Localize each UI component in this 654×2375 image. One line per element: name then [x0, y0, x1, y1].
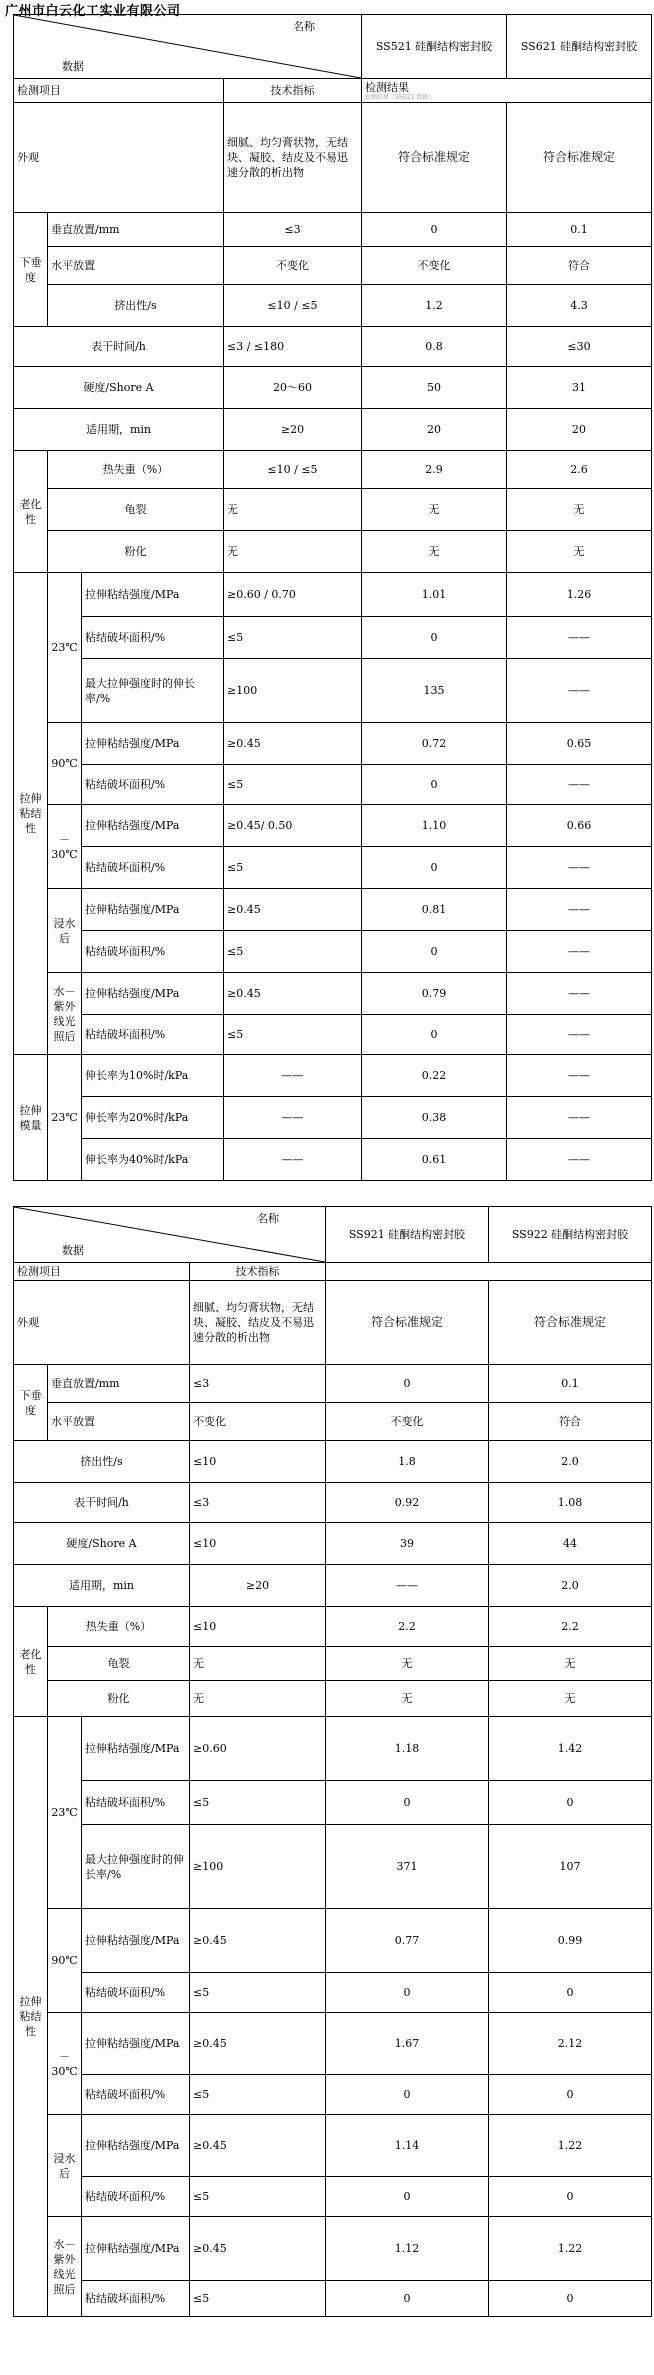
- row-appearance-v1: 符合标准规定: [362, 103, 507, 213]
- row-t90-strength-v1: 0.72: [362, 723, 507, 765]
- row-potlife-v2: 20: [507, 409, 652, 451]
- row-hardness-spec-2: ≤10: [190, 1523, 326, 1565]
- residual-faded-text: 检测结果（SS621 数据）: [365, 94, 435, 101]
- section-tensile-label-2: 拉伸粘结性: [14, 1717, 48, 2317]
- row-uv-area-v1-2: 0: [326, 2281, 489, 2317]
- row-sag-vertical-v2-2: 0.1: [489, 1365, 652, 1403]
- row-sag-horizontal-spec: 不变化: [224, 247, 362, 285]
- row-tm30-area-label: 粘结破坏面积/%: [82, 847, 224, 889]
- row-potlife-label-2: 适用期，min: [14, 1565, 190, 1607]
- row-sag-vertical-spec: ≤3: [224, 213, 362, 247]
- row-extrusion-v2-2: 2.0: [489, 1441, 652, 1483]
- row-t23-strength-spec: ≥0.60 / 0.70: [224, 573, 362, 617]
- row-sag-horizontal-spec-2: 不变化: [190, 1403, 326, 1441]
- row-hardness-spec: 20～60: [224, 367, 362, 409]
- row-extrusion-v1-2: 1.8: [326, 1441, 489, 1483]
- header-diagonal-cell-2: [14, 1207, 326, 1263]
- row-water-strength-v1-2: 1.14: [326, 2115, 489, 2177]
- row-mod40-v2: ——: [507, 1139, 652, 1181]
- row-water-strength-label: 拉伸粘结强度/MPa: [82, 889, 224, 931]
- row-water-strength-v2: ——: [507, 889, 652, 931]
- row-appearance-v1-2: 符合标准规定: [326, 1281, 489, 1365]
- row-potlife-spec: ≥20: [224, 409, 362, 451]
- row-water-area-v2: ——: [507, 931, 652, 973]
- row-tm30-area-spec: ≤5: [224, 847, 362, 889]
- row-mod40-spec: ——: [224, 1139, 362, 1181]
- row-sag-horizontal-v1-2: 不变化: [326, 1403, 489, 1441]
- row-t90-strength-v2-2: 0.99: [489, 1909, 652, 1973]
- row-tackfree-v2: ≤30: [507, 327, 652, 367]
- row-heatloss-label-2: 热失重（%）: [48, 1607, 190, 1647]
- row-uv-strength-spec: ≥0.45: [224, 973, 362, 1015]
- row-mod10-label: 伸长率为10%时/kPa: [82, 1055, 224, 1097]
- row-t23-elong-spec: ≥100: [224, 659, 362, 723]
- row-t23-area-v1-2: 0: [326, 1781, 489, 1825]
- row-tm30-area-v2-2: 0: [489, 2075, 652, 2115]
- row-crack-label: 龟裂: [48, 489, 224, 531]
- row-t23-elong-v1-2: 371: [326, 1825, 489, 1909]
- row-t90-strength-label: 拉伸粘结强度/MPa: [82, 723, 224, 765]
- row-water-strength-spec: ≥0.45: [224, 889, 362, 931]
- row-sag-vertical-label-2: 垂直放置/mm: [48, 1365, 190, 1403]
- row-tm30-strength-v1: 1.10: [362, 805, 507, 847]
- row-chalk-label: 粉化: [48, 531, 224, 573]
- row-extrusion-label: 挤出性/s: [48, 285, 224, 327]
- row-uv-strength-spec-2: ≥0.45: [190, 2217, 326, 2281]
- row-t23-area-v2: ——: [507, 617, 652, 659]
- header-data-label: 数据: [62, 60, 84, 73]
- row-t90-area-label: 粘结破坏面积/%: [82, 765, 224, 805]
- row-t90-area-v2: ——: [507, 765, 652, 805]
- header-data-label-2: 数据: [62, 1244, 84, 1257]
- row-extrusion-v2: 4.3: [507, 285, 652, 327]
- row-hardness-v2-2: 44: [489, 1523, 652, 1565]
- cond-uv-label: 水－紫外线光照后: [48, 973, 82, 1055]
- row-appearance-label-2: 外观: [14, 1281, 190, 1365]
- row-sag-horizontal-v2: 符合: [507, 247, 652, 285]
- cond-modulus-23c-label: 23℃: [48, 1055, 82, 1181]
- header-result-label: 检测结果 检测结果（SS621 数据）: [362, 79, 652, 103]
- row-water-strength-v2-2: 1.22: [489, 2115, 652, 2177]
- row-water-strength-label-2: 拉伸粘结强度/MPa: [82, 2115, 190, 2177]
- row-t23-elong-v1: 135: [362, 659, 507, 723]
- row-t23-elong-v2: ——: [507, 659, 652, 723]
- row-chalk-v2-2: 无: [489, 1681, 652, 1717]
- row-tackfree-spec-2: ≤3: [190, 1483, 326, 1523]
- row-hardness-v2: 31: [507, 367, 652, 409]
- row-uv-area-spec: ≤5: [224, 1015, 362, 1055]
- row-water-area-v1-2: 0: [326, 2177, 489, 2217]
- row-appearance-v2-2: 符合标准规定: [489, 1281, 652, 1365]
- cond-23c-label-2: 23℃: [48, 1717, 82, 1909]
- row-sag-horizontal-label-2: 水平放置: [48, 1403, 190, 1441]
- row-tackfree-v1-2: 0.92: [326, 1483, 489, 1523]
- row-t90-strength-spec-2: ≥0.45: [190, 1909, 326, 1973]
- product-name-ss521: SS521 硅酮结构密封胶: [362, 15, 507, 79]
- section-modulus-label: 拉伸模量: [14, 1055, 48, 1181]
- row-chalk-spec: 无: [224, 531, 362, 573]
- row-t23-elong-label: 最大拉伸强度时的伸长率/%: [82, 659, 224, 723]
- row-crack-v1-2: 无: [326, 1647, 489, 1681]
- row-uv-area-label: 粘结破坏面积/%: [82, 1015, 224, 1055]
- header-spec-label: 技术指标: [224, 79, 362, 103]
- row-hardness-v1: 50: [362, 367, 507, 409]
- row-tm30-strength-v2-2: 2.12: [489, 2013, 652, 2075]
- row-heatloss-v2-2: 2.2: [489, 1607, 652, 1647]
- row-potlife-spec-2: ≥20: [190, 1565, 326, 1607]
- row-water-area-v2-2: 0: [489, 2177, 652, 2217]
- row-uv-area-spec-2: ≤5: [190, 2281, 326, 2317]
- row-tackfree-label-2: 表干时间/h: [14, 1483, 190, 1523]
- row-t23-strength-spec-2: ≥0.60: [190, 1717, 326, 1781]
- row-t90-strength-label-2: 拉伸粘结强度/MPa: [82, 1909, 190, 1973]
- row-extrusion-spec-2: ≤10: [190, 1441, 326, 1483]
- row-t90-area-spec-2: ≤5: [190, 1973, 326, 2013]
- row-water-area-spec: ≤5: [224, 931, 362, 973]
- row-t23-area-label: 粘结破坏面积/%: [82, 617, 224, 659]
- row-hardness-label: 硬度/Shore A: [14, 367, 224, 409]
- product-name-ss922: SS922 硅酮结构密封胶: [489, 1207, 652, 1263]
- section-sag-label: 下垂度: [14, 213, 48, 327]
- row-appearance-spec: 细腻、均匀膏状物，无结块、凝胶、结皮及不易迅速分散的析出物: [224, 103, 362, 213]
- header-item-label-2: 检测项目: [14, 1263, 190, 1281]
- section-tensile-label: 拉伸粘结性: [14, 573, 48, 1055]
- row-extrusion-spec: ≤10 / ≤5: [224, 285, 362, 327]
- row-crack-v2-2: 无: [489, 1647, 652, 1681]
- cond-uv-label-2: 水－紫外线光照后: [48, 2217, 82, 2317]
- row-tm30-area-v2: ——: [507, 847, 652, 889]
- row-sag-vertical-v1: 0: [362, 213, 507, 247]
- row-heatloss-v1: 2.9: [362, 451, 507, 489]
- row-uv-strength-v1: 0.79: [362, 973, 507, 1015]
- row-t23-strength-label: 拉伸粘结强度/MPa: [82, 573, 224, 617]
- row-water-area-v1: 0: [362, 931, 507, 973]
- row-uv-area-v2: ——: [507, 1015, 652, 1055]
- header-name-label-2: 名称: [257, 1212, 279, 1225]
- cond-90c-label-2: 90℃: [48, 1909, 82, 2013]
- row-tackfree-spec: ≤3 / ≤180: [224, 327, 362, 367]
- row-mod20-v1: 0.38: [362, 1097, 507, 1139]
- row-t90-strength-v1-2: 0.77: [326, 1909, 489, 1973]
- row-tm30-strength-label: 拉伸粘结强度/MPa: [82, 805, 224, 847]
- header-spec-label-2: 技术指标: [190, 1263, 326, 1281]
- row-sag-vertical-spec-2: ≤3: [190, 1365, 326, 1403]
- row-t23-area-v2-2: 0: [489, 1781, 652, 1825]
- row-water-strength-v1: 0.81: [362, 889, 507, 931]
- cond-23c-label: 23℃: [48, 573, 82, 723]
- row-t23-strength-v2: 1.26: [507, 573, 652, 617]
- row-t23-elong-spec-2: ≥100: [190, 1825, 326, 1909]
- row-mod10-v2: ——: [507, 1055, 652, 1097]
- row-tm30-strength-v1-2: 1.67: [326, 2013, 489, 2075]
- row-tackfree-label: 表干时间/h: [14, 327, 224, 367]
- row-chalk-v1: 无: [362, 531, 507, 573]
- row-uv-strength-v2: ——: [507, 973, 652, 1015]
- row-sag-vertical-v2: 0.1: [507, 213, 652, 247]
- row-crack-v1: 无: [362, 489, 507, 531]
- row-t23-area-v1: 0: [362, 617, 507, 659]
- cond-water-label: 浸水后: [48, 889, 82, 973]
- row-mod20-v2: ——: [507, 1097, 652, 1139]
- row-t90-area-v1-2: 0: [326, 1973, 489, 2013]
- row-t23-strength-v1: 1.01: [362, 573, 507, 617]
- row-chalk-label-2: 粉化: [48, 1681, 190, 1717]
- header-item-label: 检测项目: [14, 79, 224, 103]
- row-t23-strength-v1-2: 1.18: [326, 1717, 489, 1781]
- row-mod40-label: 伸长率为40%时/kPa: [82, 1139, 224, 1181]
- row-water-area-label: 粘结破坏面积/%: [82, 931, 224, 973]
- product-name-ss921: SS921 硅酮结构密封胶: [326, 1207, 489, 1263]
- row-heatloss-spec: ≤10 / ≤5: [224, 451, 362, 489]
- row-sag-vertical-label: 垂直放置/mm: [48, 213, 224, 247]
- row-t90-strength-v2: 0.65: [507, 723, 652, 765]
- row-heatloss-label: 热失重（%）: [48, 451, 224, 489]
- row-t90-strength-spec: ≥0.45: [224, 723, 362, 765]
- row-t23-area-spec: ≤5: [224, 617, 362, 659]
- row-t90-area-label-2: 粘结破坏面积/%: [82, 1973, 190, 2013]
- row-sag-horizontal-v2-2: 符合: [489, 1403, 652, 1441]
- row-crack-spec: 无: [224, 489, 362, 531]
- row-heatloss-v2: 2.6: [507, 451, 652, 489]
- row-water-area-spec-2: ≤5: [190, 2177, 326, 2217]
- row-hardness-v1-2: 39: [326, 1523, 489, 1565]
- row-tm30-strength-spec: ≥0.45/ 0.50: [224, 805, 362, 847]
- cond-minus30c-label-2: －30℃: [48, 2013, 82, 2115]
- row-tm30-strength-v2: 0.66: [507, 805, 652, 847]
- row-uv-strength-label: 拉伸粘结强度/MPa: [82, 973, 224, 1015]
- row-t23-elong-label-2: 最大拉伸强度时的伸长率/%: [82, 1825, 190, 1909]
- row-tackfree-v1: 0.8: [362, 327, 507, 367]
- cond-minus30c-label: －30℃: [48, 805, 82, 889]
- properties-table-1: [13, 14, 652, 1181]
- header-result-empty-2: [326, 1263, 652, 1281]
- row-hardness-label-2: 硬度/Shore A: [14, 1523, 190, 1565]
- row-water-area-label-2: 粘结破坏面积/%: [82, 2177, 190, 2217]
- row-tm30-area-v1-2: 0: [326, 2075, 489, 2115]
- row-appearance-label: 外观: [14, 103, 224, 213]
- row-potlife-label: 适用期，min: [14, 409, 224, 451]
- cond-water-label-2: 浸水后: [48, 2115, 82, 2217]
- row-tm30-area-spec-2: ≤5: [190, 2075, 326, 2115]
- row-tm30-area-label-2: 粘结破坏面积/%: [82, 2075, 190, 2115]
- row-uv-strength-v1-2: 1.12: [326, 2217, 489, 2281]
- row-mod10-v1: 0.22: [362, 1055, 507, 1097]
- row-potlife-v2-2: 2.0: [489, 1565, 652, 1607]
- row-tackfree-v2-2: 1.08: [489, 1483, 652, 1523]
- row-uv-area-v2-2: 0: [489, 2281, 652, 2317]
- row-appearance-spec-2: 细腻、均匀膏状物，无结块、凝胶、结皮及不易迅速分散的析出物: [190, 1281, 326, 1365]
- row-crack-label-2: 龟裂: [48, 1647, 190, 1681]
- row-mod20-spec: ——: [224, 1097, 362, 1139]
- section-aging-label-2: 老化性: [14, 1607, 48, 1717]
- product-name-ss621: SS621 硅酮结构密封胶: [507, 15, 652, 79]
- row-extrusion-label-2: 挤出性/s: [14, 1441, 190, 1483]
- row-heatloss-spec-2: ≤10: [190, 1607, 326, 1647]
- document-title: 广州市白云化工实业有限公司: [5, 4, 181, 19]
- row-t23-strength-label-2: 拉伸粘结强度/MPa: [82, 1717, 190, 1781]
- row-tm30-strength-label-2: 拉伸粘结强度/MPa: [82, 2013, 190, 2075]
- row-crack-spec-2: 无: [190, 1647, 326, 1681]
- header-name-label: 名称: [293, 20, 315, 33]
- section-aging-label: 老化性: [14, 451, 48, 573]
- row-sag-vertical-v1-2: 0: [326, 1365, 489, 1403]
- row-mod10-spec: ——: [224, 1055, 362, 1097]
- row-water-strength-spec-2: ≥0.45: [190, 2115, 326, 2177]
- header-diagonal-cell: [14, 15, 362, 79]
- row-chalk-v2: 无: [507, 531, 652, 573]
- row-mod20-label: 伸长率为20%时/kPa: [82, 1097, 224, 1139]
- properties-table-2: [13, 1206, 652, 2317]
- row-mod40-v1: 0.61: [362, 1139, 507, 1181]
- row-chalk-v1-2: 无: [326, 1681, 489, 1717]
- row-t90-area-v2-2: 0: [489, 1973, 652, 2013]
- row-t90-area-v1: 0: [362, 765, 507, 805]
- row-crack-v2: 无: [507, 489, 652, 531]
- row-sag-horizontal-label: 水平放置: [48, 247, 224, 285]
- row-uv-strength-v2-2: 1.22: [489, 2217, 652, 2281]
- row-uv-area-v1: 0: [362, 1015, 507, 1055]
- row-t23-strength-v2-2: 1.42: [489, 1717, 652, 1781]
- row-tm30-area-v1: 0: [362, 847, 507, 889]
- section-sag-label-2: 下垂度: [14, 1365, 48, 1441]
- cond-90c-label: 90℃: [48, 723, 82, 805]
- row-uv-area-label-2: 粘结破坏面积/%: [82, 2281, 190, 2317]
- row-t90-area-spec: ≤5: [224, 765, 362, 805]
- row-t23-area-label-2: 粘结破坏面积/%: [82, 1781, 190, 1825]
- row-tm30-strength-spec-2: ≥0.45: [190, 2013, 326, 2075]
- row-heatloss-v1-2: 2.2: [326, 1607, 489, 1647]
- row-potlife-v1-2: ——: [326, 1565, 489, 1607]
- row-chalk-spec-2: 无: [190, 1681, 326, 1717]
- row-uv-strength-label-2: 拉伸粘结强度/MPa: [82, 2217, 190, 2281]
- row-t23-area-spec-2: ≤5: [190, 1781, 326, 1825]
- row-appearance-v2: 符合标准规定: [507, 103, 652, 213]
- row-sag-horizontal-v1: 不变化: [362, 247, 507, 285]
- row-t23-elong-v2-2: 107: [489, 1825, 652, 1909]
- row-extrusion-v1: 1.2: [362, 285, 507, 327]
- row-potlife-v1: 20: [362, 409, 507, 451]
